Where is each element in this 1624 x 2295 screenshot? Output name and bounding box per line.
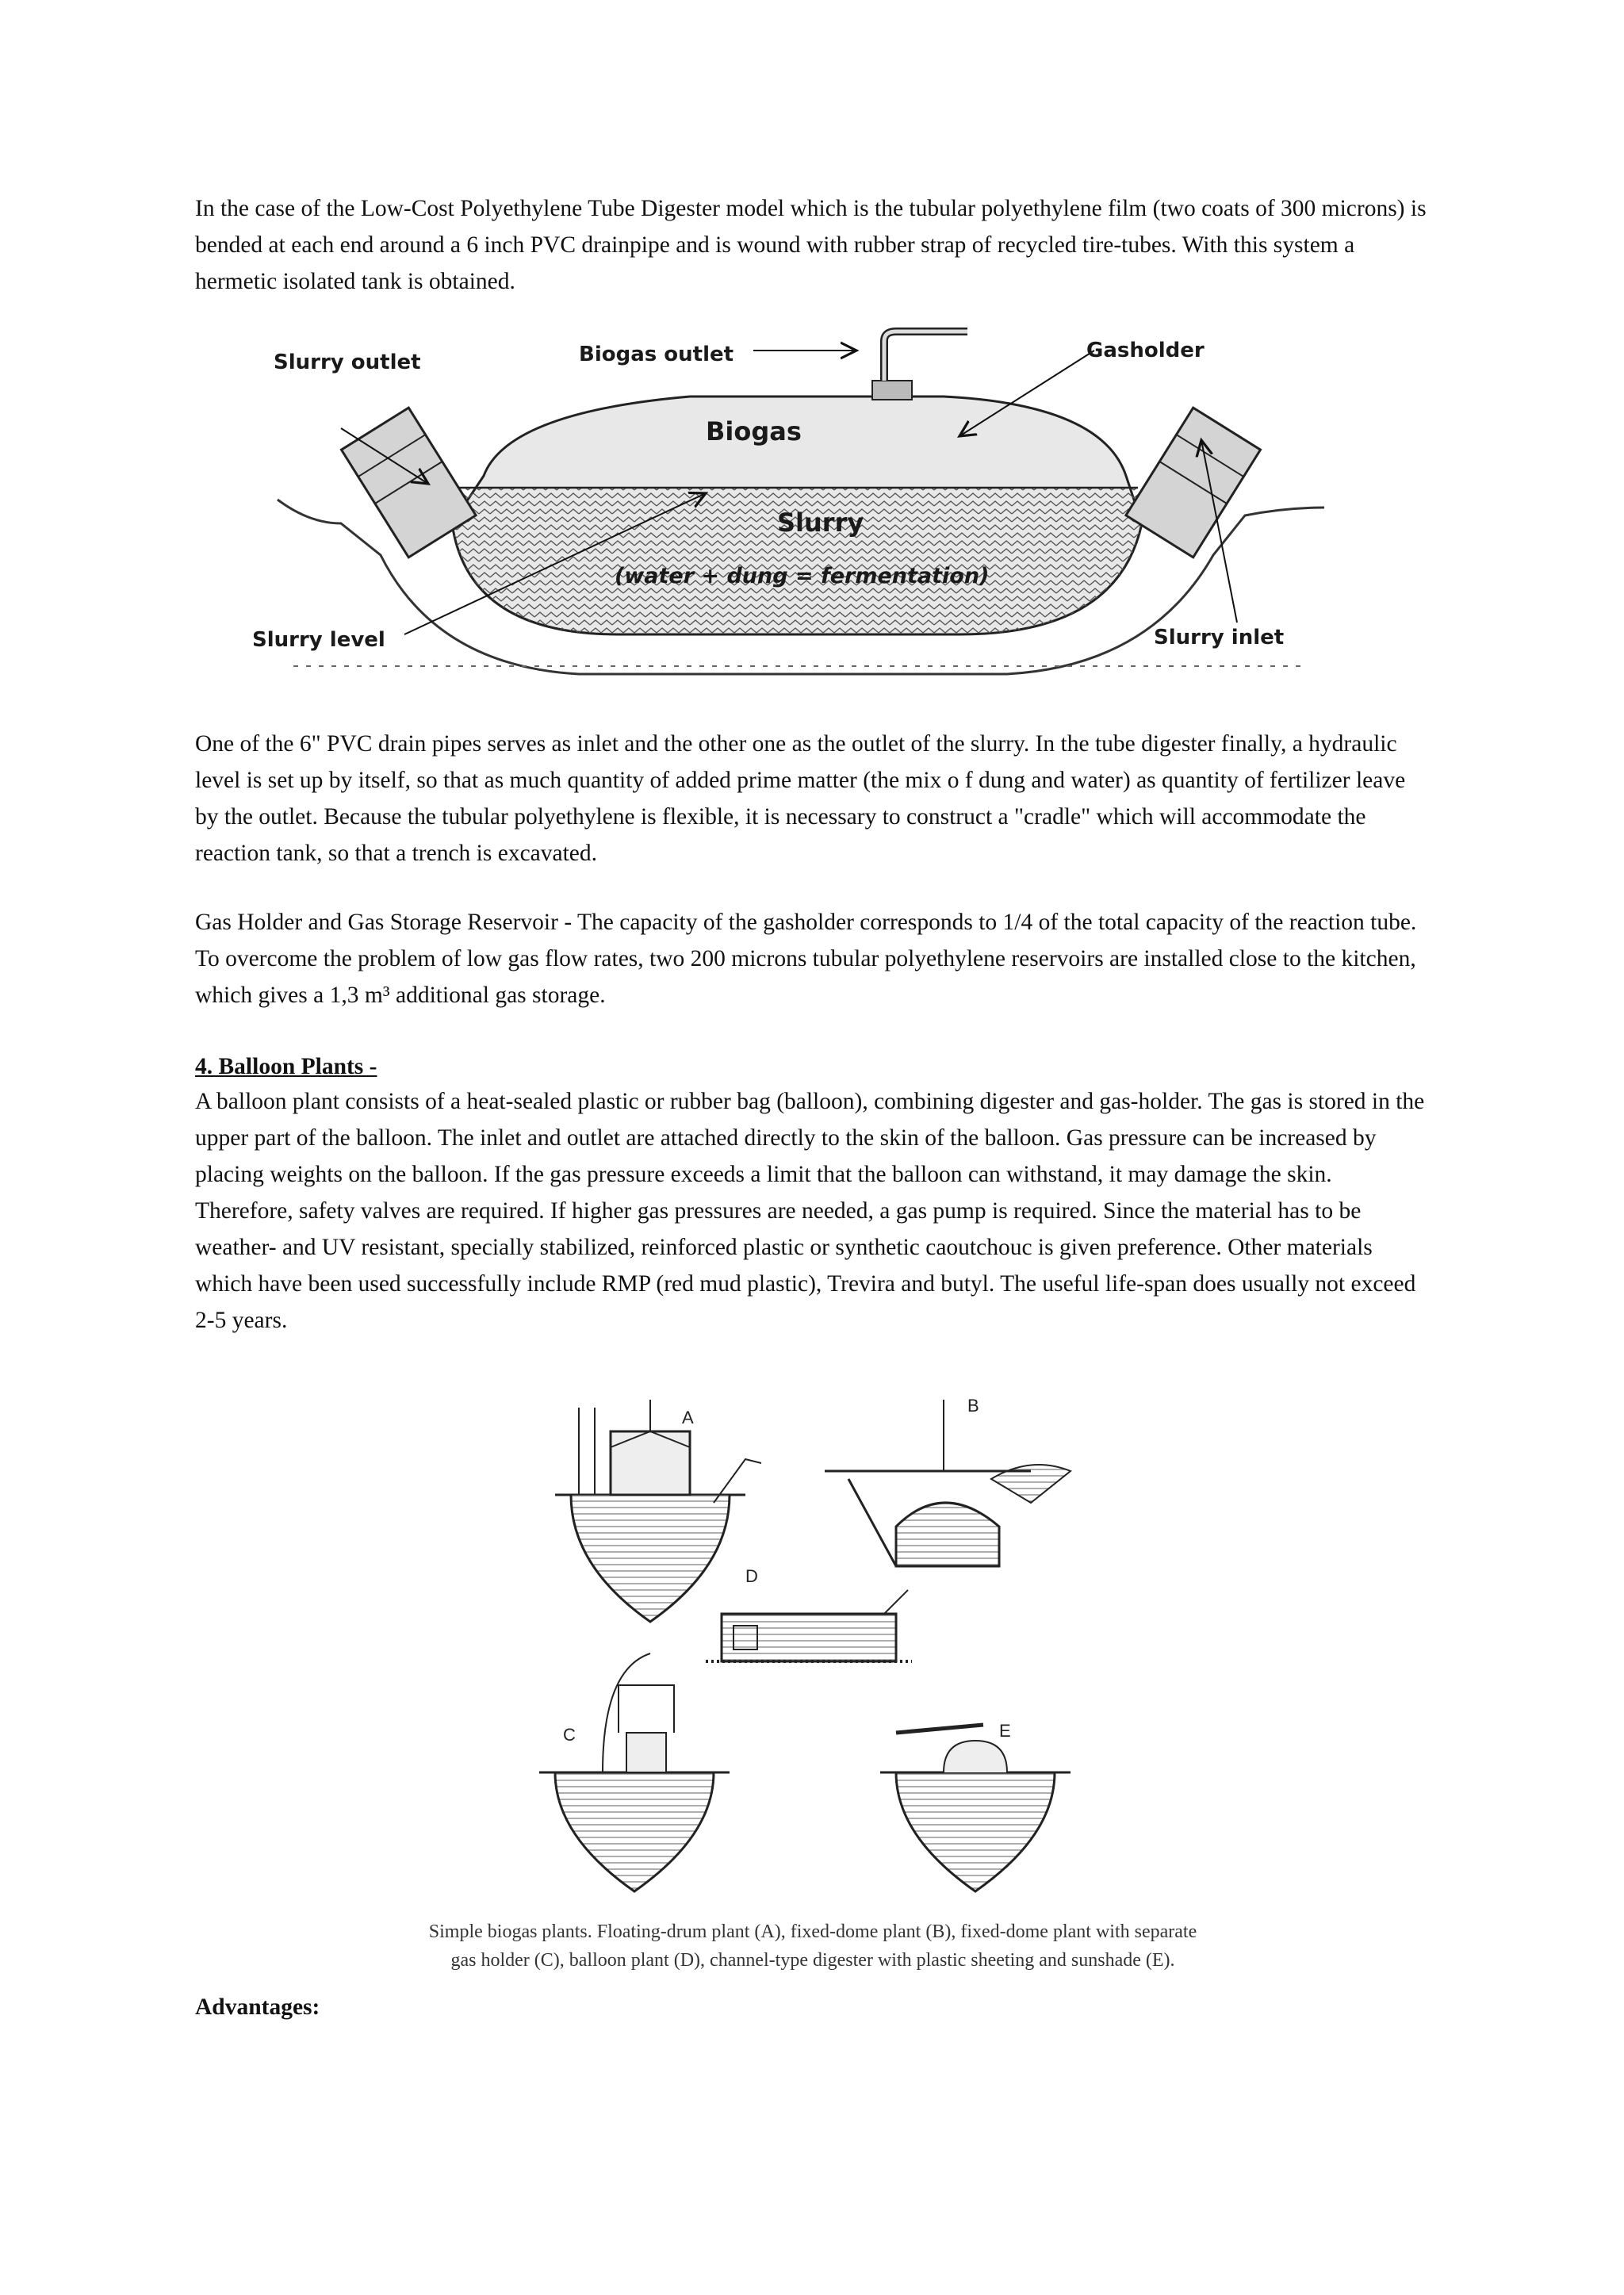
label-c: C [563, 1725, 576, 1745]
paragraph-gas-holder: Gas Holder and Gas Storage Reservoir - The capacity of the gasholder corresponds to 1/4 of the total capacity of the reaction tube. To overcome the problem of low gas flow rates, two 200 microns tubular polyethylene reservoirs are installed close to the kitchen, which gives a 1,3 m³ additional gas storage. [195, 910, 1417, 1008]
plant-e-channel-type [880, 1721, 1071, 1891]
label-slurry-formula: (water + dung = fermentation) [615, 564, 990, 588]
heading-balloon-plants: 4. Balloon Plants - [195, 1054, 377, 1079]
figure-caption [341, 1918, 1285, 1975]
inlet-pipe [1126, 408, 1261, 557]
plant-a-floating-drum [555, 1400, 761, 1622]
plant-c-separate-gasholder [539, 1653, 730, 1891]
label-gasholder: Gasholder [1086, 339, 1205, 362]
caption-line-2: gas holder (C), balloon plant (D), channel-type digester with plastic sheeting and sunshade (E). [450, 1950, 1175, 1971]
label-biogas-outlet: Biogas outlet [579, 343, 734, 366]
caption-line-1: Simple biogas plants. Floating-drum plant (A), fixed-dome plant (B), fixed-dome plant with separate [428, 1921, 1197, 1942]
heading-advantages: Advantages: [195, 1994, 320, 2020]
plant-b-fixed-dome [825, 1396, 1071, 1566]
label-d: D [745, 1566, 758, 1586]
label-biogas: Biogas [706, 416, 802, 446]
tube-digester-figure [246, 317, 1340, 690]
label-slurry-outlet: Slurry outlet [274, 351, 421, 374]
label-b: B [967, 1396, 979, 1416]
gas-outlet-fitting [872, 381, 912, 400]
label-slurry: Slurry [777, 508, 864, 538]
biogas-plants-figure [523, 1384, 1269, 1899]
label-slurry-level: Slurry level [252, 628, 385, 652]
paragraph-balloon-plants: A balloon plant consists of a heat-sealed plastic or rubber bag (balloon), combining digester and gas-holder. The gas is stored in the upper part of the balloon. The inlet and outlet are attached directly to the skin of the balloon. Gas pressure can be increased by placing weights on the balloon. If the gas pressure exceeds a limit that the balloon can withstand, it may damage the skin. Therefore, safety valves are required. If higher gas pressures are needed, a gas pump is required. Since the material has to be weather- and UV resistant, specially stabilized, reinforced plastic or synthetic caoutchouc is given preference. Other materials which have been used successfully include RMP (red mud plastic), Trevira and butyl. The useful life-span does usually not exceed 2-5 years. [195, 1089, 1425, 1333]
paragraph-tube-digester: In the case of the Low-Cost Polyethylene Tube Digester model which is the tubular polyethylene film (two coats of 300 microns) is bended at each end around a 6 inch PVC drainpipe and is wound with rubber strap of recycled tire-tubes. With this system a hermetic isolated tank is obtained. [195, 196, 1427, 294]
label-a: A [682, 1408, 694, 1427]
paragraph-pvc-pipes: One of the 6" PVC drain pipes serves as inlet and the other one as the outlet of the slurry. In the tube digester finally, a hydraulic level is set up by itself, so that as much quantity of added prime matter (the mix o f dung and water) as quantity of fertilizer leave by the outlet. Because the tubular polyethylene is flexible, it is necessary to construct a "cradle" which will accommodate the reaction tank, so that a trench is excavated. [195, 731, 1406, 866]
label-slurry-inlet: Slurry inlet [1154, 626, 1285, 649]
label-e: E [999, 1721, 1011, 1741]
plant-d-balloon [706, 1566, 912, 1661]
